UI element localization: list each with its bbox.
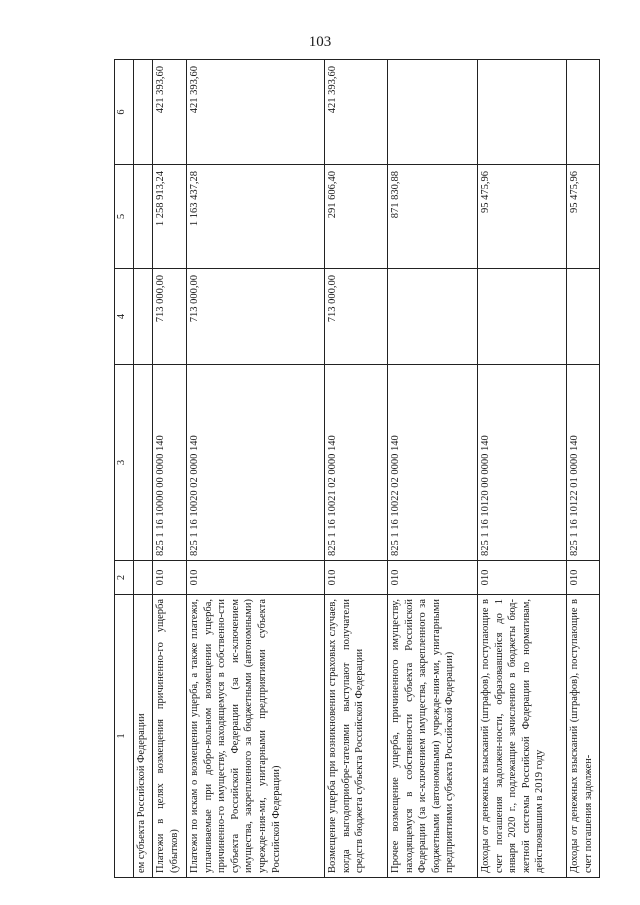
budget-code-cell: 825 1 16 10022 02 0000 140 xyxy=(388,365,478,561)
amount-cell xyxy=(478,60,567,165)
income-name-cell: Прочее возмещение ущерба, причиненного имуществу, находящемуся в собственности субъекта Российской Федерации (за ис-ключением имущества, закрепленного за бюджетными (автономными) учрежде-ния-ми, унитарными предприятиями субъекта Российской Федерации) xyxy=(388,595,478,878)
column-header: 5 xyxy=(115,165,134,269)
line-code-cell: 010 xyxy=(478,561,567,595)
table-row xyxy=(478,60,567,878)
amount-cell: 291 606,40 xyxy=(325,165,388,269)
line-code-cell xyxy=(134,561,153,595)
line-code-cell: 010 xyxy=(567,561,600,595)
amount-cell: 871 830,88 xyxy=(388,165,478,269)
amount-cell: 421 393,60 xyxy=(153,60,187,165)
income-name-cell: Доходы от денежных взысканий (штрафов), поступающие в счет погашения задолжен-ности, образовавшейся до 1 января 2020 г., подлежащие зачислению в бюджеты бюд-жетной системы Российской Федерации по нормативам, действовавшим в 2019 году xyxy=(478,595,567,878)
column-header: 3 xyxy=(115,365,134,561)
line-code-cell: 010 xyxy=(388,561,478,595)
table-row xyxy=(134,60,153,878)
budget-code-cell: 825 1 16 10120 00 0000 140 xyxy=(478,365,567,561)
amount-cell xyxy=(134,269,153,365)
amount-cell: 1 258 913,24 xyxy=(153,165,187,269)
rotated-table-sheet xyxy=(114,60,594,878)
budget-code-cell xyxy=(134,365,153,561)
budget-code-cell: 825 1 16 10122 01 0000 140 xyxy=(567,365,600,561)
income-name-cell: Платежи по искам о возмещении ущерба, а также платежи, уплачиваемые при добро-вольном возмещении ущерба, причиненно-го имуществу, находящемуся в собственно-сти субъекта Российской Федерации (за ис-ключением имущества, закрепленного за бюджетными (автономными) учрежде-ния-ми, унитарными предприятиями субъекта Российской Федерации) xyxy=(187,595,325,878)
amount-cell: 421 393,60 xyxy=(325,60,388,165)
amount-cell: 95 475,96 xyxy=(478,165,567,269)
revenue-table xyxy=(114,59,600,878)
line-code-cell: 010 xyxy=(325,561,388,595)
income-name-cell: ем субъекта Российской Федерации xyxy=(134,595,153,878)
column-header: 2 xyxy=(115,561,134,595)
budget-code-cell: 825 1 16 10000 00 0000 140 xyxy=(153,365,187,561)
income-name-cell: Доходы от денежных взысканий (штрафов), поступающие в счет погашения задолжен- xyxy=(567,595,600,878)
table-row xyxy=(153,60,187,878)
column-header: 1 xyxy=(115,595,134,878)
budget-code-cell: 825 1 16 10020 02 0000 140 xyxy=(187,365,325,561)
amount-cell xyxy=(134,165,153,269)
amount-cell: 713 000,00 xyxy=(187,269,325,365)
line-code-cell: 010 xyxy=(153,561,187,595)
amount-cell xyxy=(567,60,600,165)
table-row xyxy=(325,60,388,878)
table-row xyxy=(388,60,478,878)
column-header: 6 xyxy=(115,60,134,165)
table-row xyxy=(567,60,600,878)
amount-cell: 1 163 437,28 xyxy=(187,165,325,269)
column-header: 4 xyxy=(115,269,134,365)
amount-cell xyxy=(478,269,567,365)
amount-cell: 713 000,00 xyxy=(325,269,388,365)
income-name-cell: Платежи в целях возмещения причиненно-го ущерба (убытков) xyxy=(153,595,187,878)
amount-cell: 713 000,00 xyxy=(153,269,187,365)
line-code-cell: 010 xyxy=(187,561,325,595)
table-row xyxy=(187,60,325,878)
page-number: 103 xyxy=(308,34,332,50)
budget-code-cell: 825 1 16 10021 02 0000 140 xyxy=(325,365,388,561)
amount-cell: 421 393,60 xyxy=(187,60,325,165)
income-name-cell: Возмещение ущерба при возникновении страховых случаев, когда выгодоприобре-тателями выступают получатели средств бюджета субъекта Российской Федерации xyxy=(325,595,388,878)
amount-cell: 95 475,96 xyxy=(567,165,600,269)
amount-cell xyxy=(388,60,478,165)
amount-cell xyxy=(567,269,600,365)
table-header-row xyxy=(115,60,134,878)
amount-cell xyxy=(388,269,478,365)
amount-cell xyxy=(134,60,153,165)
